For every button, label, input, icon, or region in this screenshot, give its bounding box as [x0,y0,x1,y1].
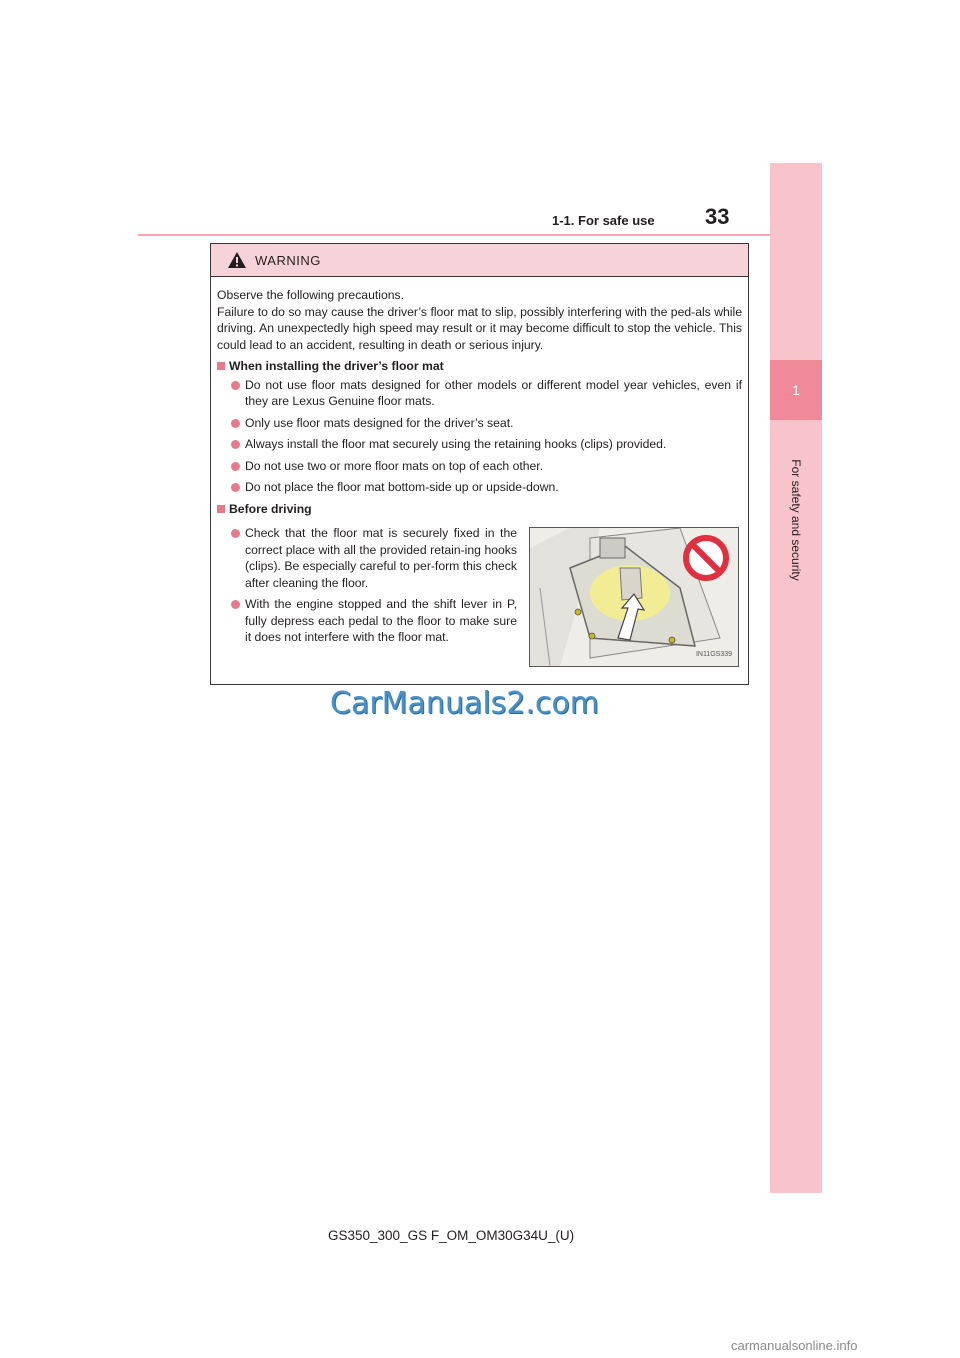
square-bullet-icon [217,505,225,513]
bullet-icon [231,381,240,390]
warning-box [210,243,749,685]
bullet-icon [231,419,240,428]
warning-triangle-icon [227,251,247,269]
driving-heading: Before driving [217,501,742,518]
figure-code: IN11GS339 [695,650,732,658]
bullet-icon [231,600,240,609]
bullet-icon [231,483,240,492]
header-rule [138,234,822,236]
list-item: Do not place the floor mat bottom-side up or upside-down. [231,479,742,496]
floor-mat-drawing [530,528,738,666]
list-item: Do not use floor mats designed for other models or different model year vehicles, even if they are Lexus Genuine floor mats. [231,377,742,410]
chapter-label: For safety and security [789,459,803,581]
list-item: Always install the floor mat securely using the retaining hooks (clips) provided. [231,436,742,453]
bullet-icon [231,462,240,471]
intro-paragraph: Failure to do so may cause the driver’s floor mat to slip, possibly interfering with the ped-als while driving. An unexpectedly high speed may result or it may become difficult to stop the vehicle. This could lead to an accident, resulting in death or serious injury. [217,304,742,352]
list-item: Check that the floor mat is securely fixed in the correct place with all the provided retain-ing hooks (clips). Be especially careful to per-form this check after cleaning the floor. [231,525,517,591]
bottom-watermark: carmanualsonline.info [731,1338,858,1353]
list-item: Only use floor mats designed for the driver’s seat. [231,415,742,432]
square-bullet-icon [217,362,225,370]
watermark-logo: CarManuals2.com [330,686,600,721]
list-item: With the engine stopped and the shift lever in P, fully depress each pedal to the floor to make sure it does not interfere with the floor mat. [231,596,517,646]
intro-line: Observe the following precautions. [217,288,404,302]
list-item: Do not use two or more floor mats on top of each other. [231,458,742,475]
driving-list [217,525,517,667]
warning-title: WARNING [255,252,321,268]
install-heading: When installing the driver’s floor mat [217,358,742,375]
bullet-icon [231,440,240,449]
chapter-number: 1 [770,360,822,420]
install-list [217,377,742,496]
page-number: 33 [705,204,730,229]
section-title: 1-1. For safe use [552,213,655,228]
chapter-side-tab [770,163,822,1193]
warning-header [211,244,748,277]
floor-mat-illustration [529,527,739,667]
document-code: GS350_300_GS F_OM_OM30G34U_(U) [328,1228,575,1243]
warning-intro [217,287,742,353]
bullet-icon [231,529,240,538]
